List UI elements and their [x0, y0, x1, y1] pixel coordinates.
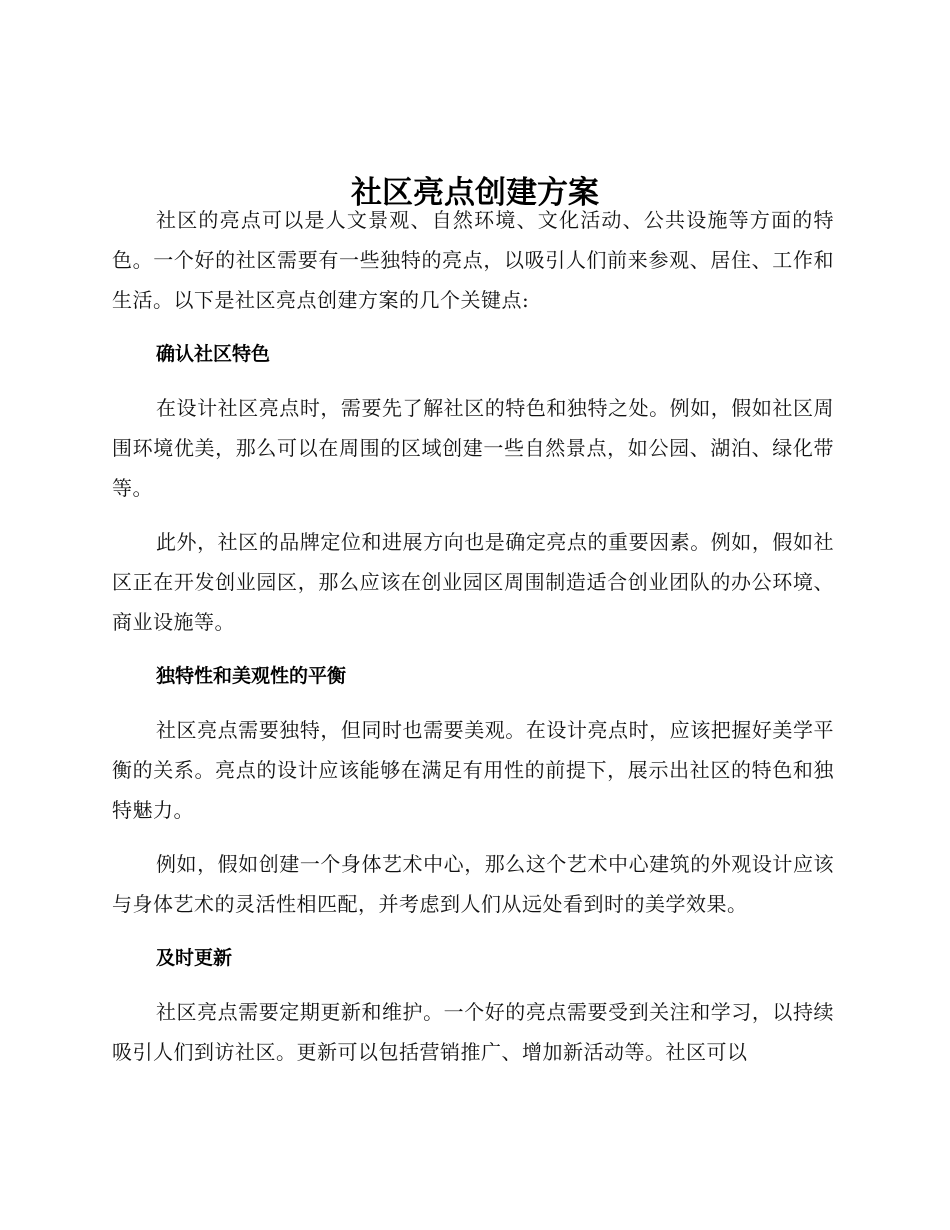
paragraph: 例如，假如创建一个身体艺术中心，那么这个艺术中心建筑的外观设计应该与身体艺术的灵活性相匹配，并考虑到人们从远处看到时的美学效果。	[112, 852, 834, 916]
paragraph: 在设计社区亮点时，需要先了解社区的特色和独特之处。例如，假如社区周围环境优美，那么可以在周围的区域创建一些自然景点，如公园、湖泊、绿化带等。	[112, 396, 834, 500]
paragraph: 社区亮点需要独特，但同时也需要美观。在设计亮点时，应该把握好美学平衡的关系。亮点的设计应该能够在满足有用性的前提下，展示出社区的特色和独特魅力。	[112, 718, 834, 822]
paragraph: 此外，社区的品牌定位和进展方向也是确定亮点的重要因素。例如，假如社区正在开发创业园区，那么应该在创业园区周围制造适合创业团队的办公环境、商业设施等。	[112, 530, 834, 634]
document-title: 社区亮点创建方案	[351, 174, 599, 211]
intro-paragraph: 社区的亮点可以是人文景观、自然环境、文化活动、公共设施等方面的特色。一个好的社区需要有一些独特的亮点，以吸引人们前来参观、居住、工作和生活。以下是社区亮点创建方案的几个关键点:	[112, 208, 834, 312]
section-heading-timely-updates: 及时更新	[156, 947, 233, 969]
paragraph: 社区亮点需要定期更新和维护。一个好的亮点需要受到关注和学习，以持续吸引人们到访社区。更新可以包括营销推广、增加新活动等。社区可以	[112, 1000, 834, 1064]
section-heading-community-features: 确认社区特色	[156, 343, 271, 365]
section-heading-uniqueness-aesthetics: 独特性和美观性的平衡	[156, 665, 347, 687]
document-body	[112, 200, 834, 1086]
